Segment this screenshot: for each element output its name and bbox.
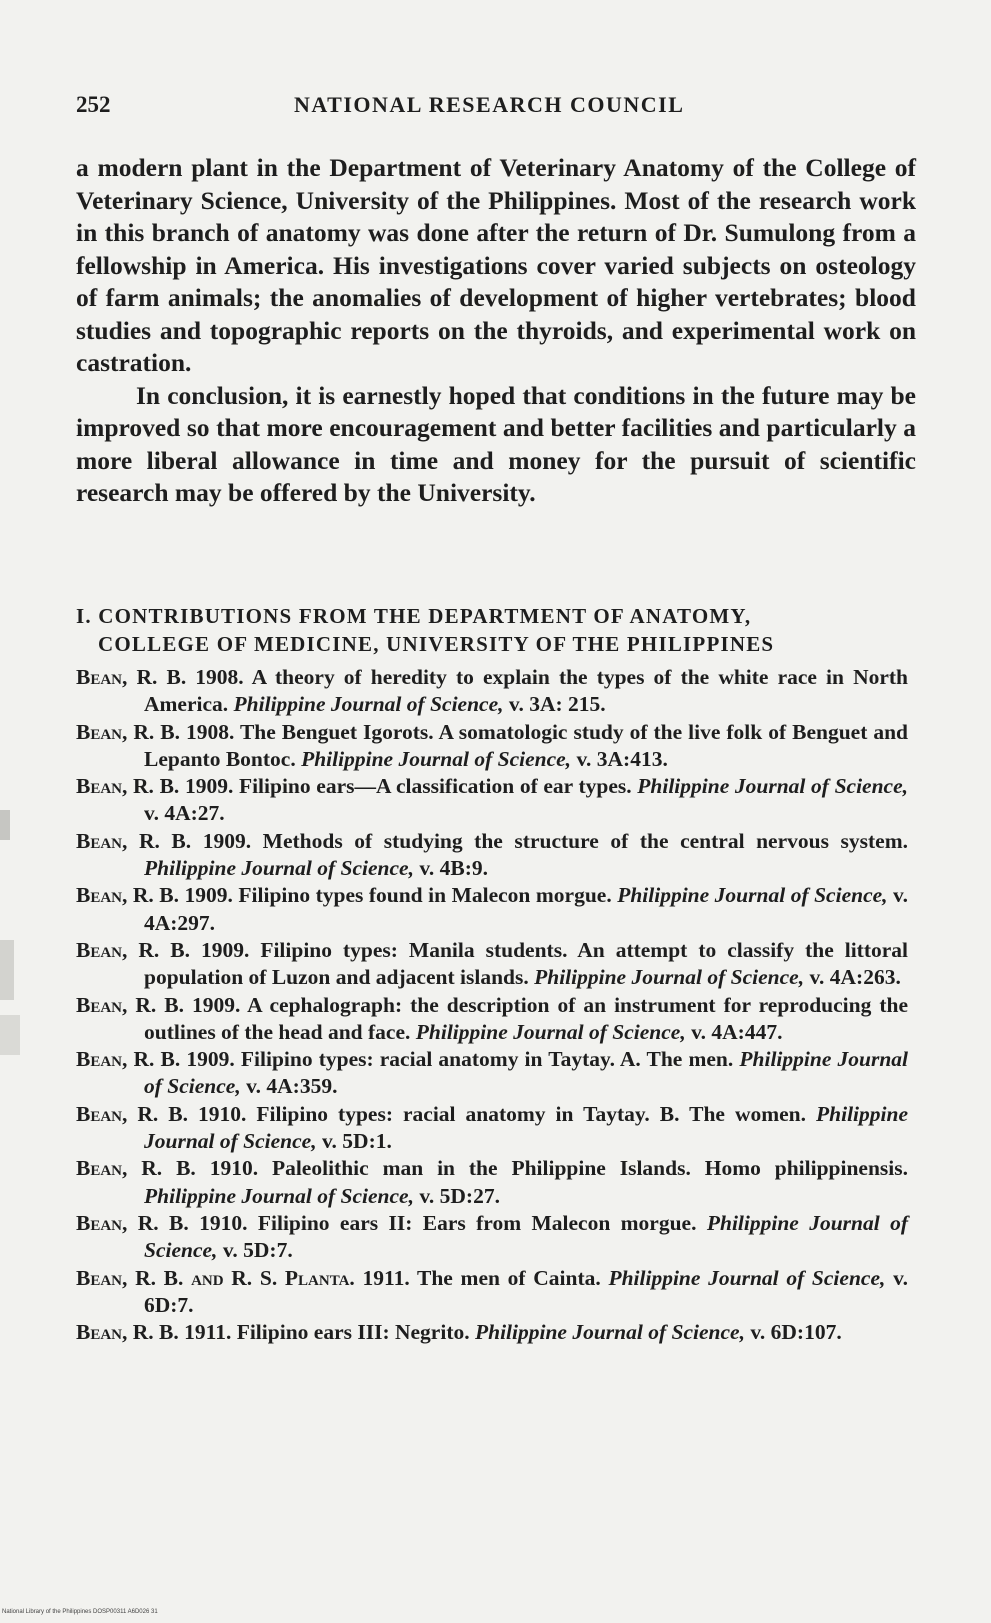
reference-text: 1908. A theory of heredity to explain the types of the white race in North America. — [144, 665, 908, 717]
reference-author: Bean — [76, 774, 123, 799]
reference-journal: Philippine Journal of Science, — [144, 1047, 909, 1099]
reference-citation: v. 5D:1. — [321, 1129, 392, 1154]
running-head — [76, 92, 908, 124]
reference-author-rest: , R. B. — [122, 1101, 188, 1126]
reference-author-rest: , R. B. — [122, 774, 180, 799]
reference-item — [76, 1155, 908, 1210]
reference-item — [76, 1046, 908, 1101]
binding-shadow-decoration — [0, 790, 28, 1090]
reference-journal: Philippine Journal of Science, — [144, 1101, 908, 1154]
reference-item — [76, 664, 908, 719]
reference-citation: v. 5D:7. — [222, 1238, 293, 1263]
reference-item — [76, 1319, 908, 1346]
paragraph-2: In conclusion, it is earnestly hoped that conditions in the future may be improved so that more encouragement and better facilities and particularly a more liberal allowance in time and money for the pursuit of scientific research may be offered by the University. — [76, 380, 916, 507]
reference-text: 1911. Filipino ears III: Negrito. — [184, 1320, 470, 1345]
reference-author-rest: , R. B. — [122, 992, 184, 1017]
reference-author: Bean — [76, 1210, 123, 1235]
reference-author: Bean — [76, 719, 123, 744]
body-text — [76, 152, 916, 510]
reference-item — [76, 937, 908, 992]
reference-author-rest: , R. B. — [122, 719, 180, 744]
reference-item — [76, 1265, 908, 1320]
reference-text: 1909. Filipino types: racial anatomy in Taytay. A. The men. — [186, 1047, 734, 1072]
reference-author: Bean — [76, 1156, 123, 1181]
reference-author-rest: , R. B. — [122, 665, 187, 689]
section-heading-line-1: I. CONTRIBUTIONS FROM THE DEPARTMENT OF ANATOMY, — [76, 604, 752, 628]
reference-item — [76, 719, 908, 774]
reference-author: Bean — [76, 665, 123, 689]
reference-author: Bean — [76, 1265, 123, 1290]
reference-author: Bean — [76, 1047, 123, 1072]
reference-text: 1910. Paleolithic man in the Philippine Islands. Homo philippinensis. — [209, 1156, 909, 1181]
reference-text: 1911. The men of Cainta. — [362, 1265, 601, 1290]
reference-citation: v. 4A:297. — [144, 883, 908, 935]
reference-author-rest: , R. B. — [122, 1156, 196, 1181]
reference-journal: Philippine Journal of Science, — [415, 1019, 686, 1044]
reference-author-rest: , R. B. — [122, 883, 180, 908]
reference-item — [76, 992, 908, 1047]
reference-text: 1909. Filipino ears—A classification of ear types. — [184, 774, 632, 799]
reference-author: Bean — [76, 937, 123, 962]
section-heading — [76, 602, 916, 658]
reference-author-rest: , R. B. — [122, 1320, 179, 1345]
reference-text: 1909. Filipino types found in Malecon morgue. — [184, 883, 612, 908]
reference-author-rest: , R. B. — [122, 937, 190, 962]
reference-text: 1909. A cephalograph: the description of an instrument for reproducing the outlines of the head and face. — [144, 992, 908, 1044]
reference-author-rest: , R. B. — [122, 1047, 181, 1072]
reference-journal: Philippine Journal of Science, — [474, 1320, 745, 1345]
reference-text: 1909. Filipino types: Manila students. An attempt to classify the littoral population of Luzon and adjacent islands. — [144, 937, 909, 990]
reference-journal: Philippine Journal of Science, — [233, 692, 504, 717]
reference-author: Bean — [76, 1320, 123, 1345]
reference-citation: v. 6D:107. — [750, 1320, 842, 1345]
reference-citation: v. 3A:413. — [576, 746, 668, 771]
reference-author-rest: , R. B. and R. S. Planta. — [122, 1265, 355, 1290]
reference-item — [76, 1101, 908, 1156]
reference-text: 1909. Methods of studying the structure of the central nervous system. — [202, 828, 909, 853]
section-heading-line-2: COLLEGE OF MEDICINE, UNIVERSITY OF THE PHILIPPINES — [98, 632, 775, 656]
reference-item — [76, 773, 908, 828]
reference-author-rest: , R. B. — [122, 1210, 189, 1235]
reference-author: Bean — [76, 1101, 123, 1126]
reference-journal: Philippine Journal of Science, — [144, 856, 414, 881]
reference-author: Bean — [76, 992, 123, 1017]
reference-citation: v. 4A:27. — [144, 801, 225, 826]
reference-item — [76, 828, 908, 883]
reference-citation: v. 6D:7. — [144, 1265, 909, 1317]
reference-journal: Philippine Journal of Science, — [617, 883, 888, 908]
reference-journal: Philippine Journal of Science, — [144, 1210, 908, 1263]
reference-text: 1910. Filipino ears II: Ears from Malecon morgue. — [199, 1210, 697, 1235]
reference-journal: Philippine Journal of Science, — [301, 746, 572, 771]
reference-journal: Philippine Journal of Science, — [144, 1183, 414, 1208]
reference-journal: Philippine Journal of Science, — [637, 774, 909, 799]
reference-author: Bean — [76, 883, 123, 908]
reference-text: 1908. The Benguet Igorots. A somatologic study of the live folk of Benguet and Lepanto Bontoc. — [144, 719, 908, 771]
reference-journal: Philippine Journal of Science, — [534, 965, 805, 990]
reference-text: 1910. Filipino types: racial anatomy in Taytay. B. The women. — [198, 1101, 807, 1126]
reference-author-rest: , R. B. — [122, 828, 192, 853]
reference-citation: v. 5D:27. — [419, 1183, 500, 1208]
reference-journal: Philippine Journal of Science, — [608, 1265, 886, 1290]
paragraph-1: a modern plant in the Department of Veterinary Anatomy of the College of Veterinary Science, University of the Philippines. Most of the research work in this branch of anatomy was done after the return of Dr. Sumulong from a fellowship in America. His investigations cover varied subjects on osteology of farm animals; the anomalies of development of higher vertebrates; blood studies and topographic reports on the thyroids, and experimental work on castration. — [76, 153, 916, 377]
running-title: NATIONAL RESEARCH COUNCIL — [294, 92, 685, 117]
reference-citation: v. 3A: 215. — [508, 692, 606, 717]
reference-citation: v. 4A:263. — [809, 965, 901, 990]
page-number: 252 — [76, 92, 111, 117]
reference-citation: v. 4A:447. — [691, 1019, 783, 1044]
reference-citation: v. 4B:9. — [419, 856, 489, 881]
reference-citation: v. 4A:359. — [246, 1074, 338, 1099]
scan-footer-note: National Library of the Philippines DOSP00311 A6D026 31 — [2, 1609, 158, 1615]
reference-item — [76, 882, 908, 937]
reference-list — [76, 664, 908, 1346]
reference-item — [76, 1210, 908, 1265]
reference-author: Bean — [76, 828, 123, 853]
